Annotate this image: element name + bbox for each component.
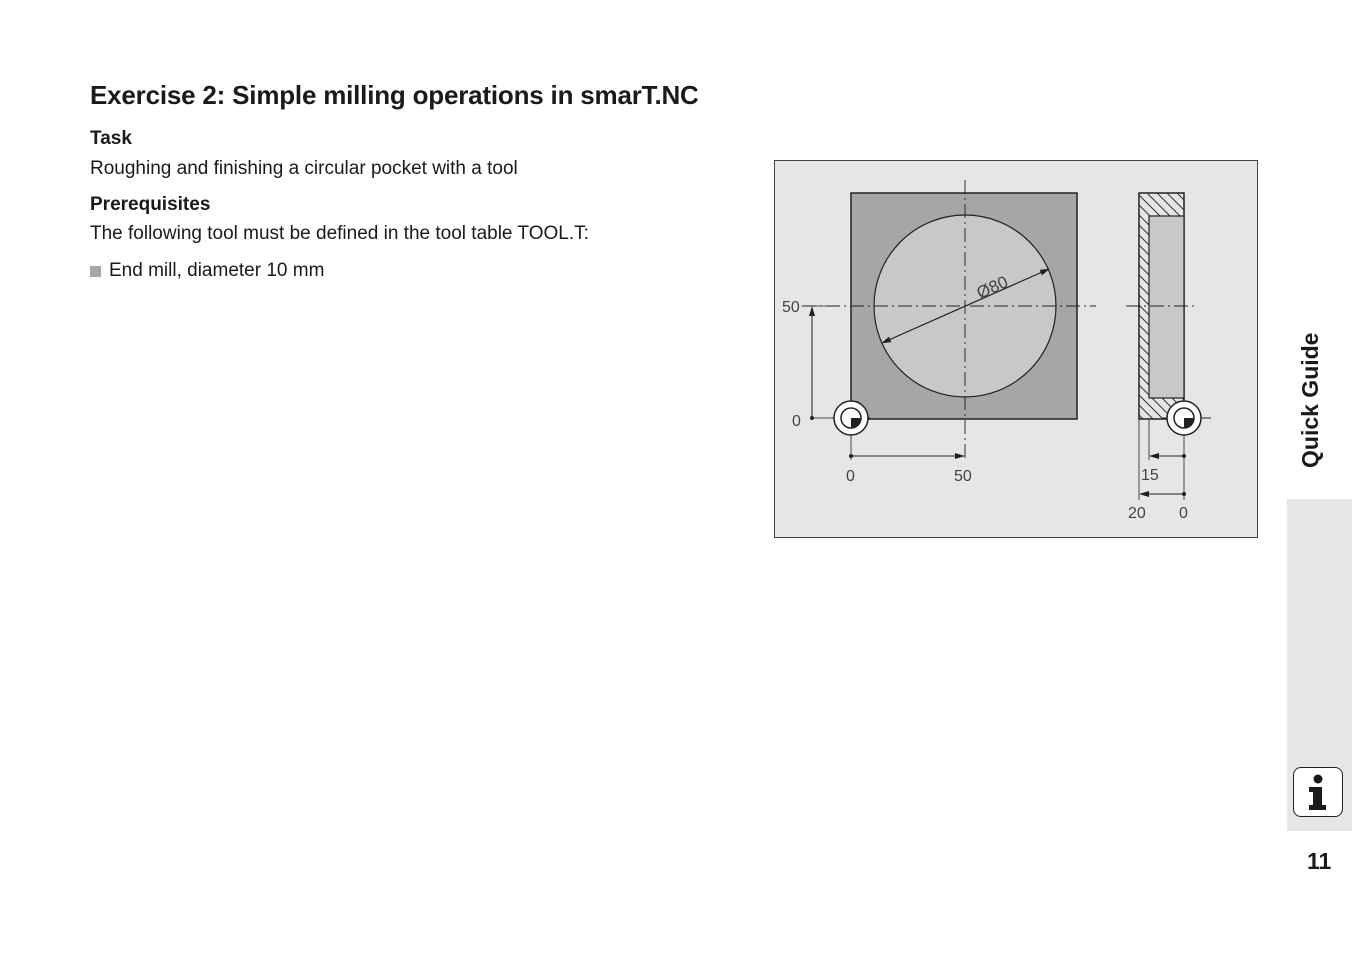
task-text: Roughing and finishing a circular pocket with a tool	[90, 158, 518, 179]
diameter-label: Ø80	[973, 272, 1011, 303]
y-label-0: 0	[792, 413, 801, 430]
side-view-pocket	[1149, 216, 1184, 398]
page-number: 11	[1307, 848, 1332, 874]
bullet-square-icon	[90, 266, 101, 277]
x-label-50: 50	[954, 468, 972, 485]
side-label-20: 20	[1128, 505, 1146, 522]
prereq-heading: Prerequisites	[90, 194, 211, 215]
list-item-text: End mill, diameter 10 mm	[109, 260, 325, 281]
side-label-0: 0	[1179, 505, 1188, 522]
page-title: Exercise 2: Simple milling operations in smarT.NC	[90, 80, 699, 110]
list-item	[90, 260, 324, 282]
x-label-0: 0	[846, 468, 855, 485]
prereq-text: The following tool must be defined in the tool table TOOL.T:	[90, 223, 589, 244]
task-heading: Task	[90, 128, 132, 149]
info-icon	[1293, 767, 1343, 817]
workpiece-drawing	[774, 160, 1258, 538]
side-tab-label: Quick Guide	[1297, 332, 1323, 468]
y-label-50: 50	[782, 299, 800, 316]
depth-label-15: 15	[1141, 467, 1159, 484]
